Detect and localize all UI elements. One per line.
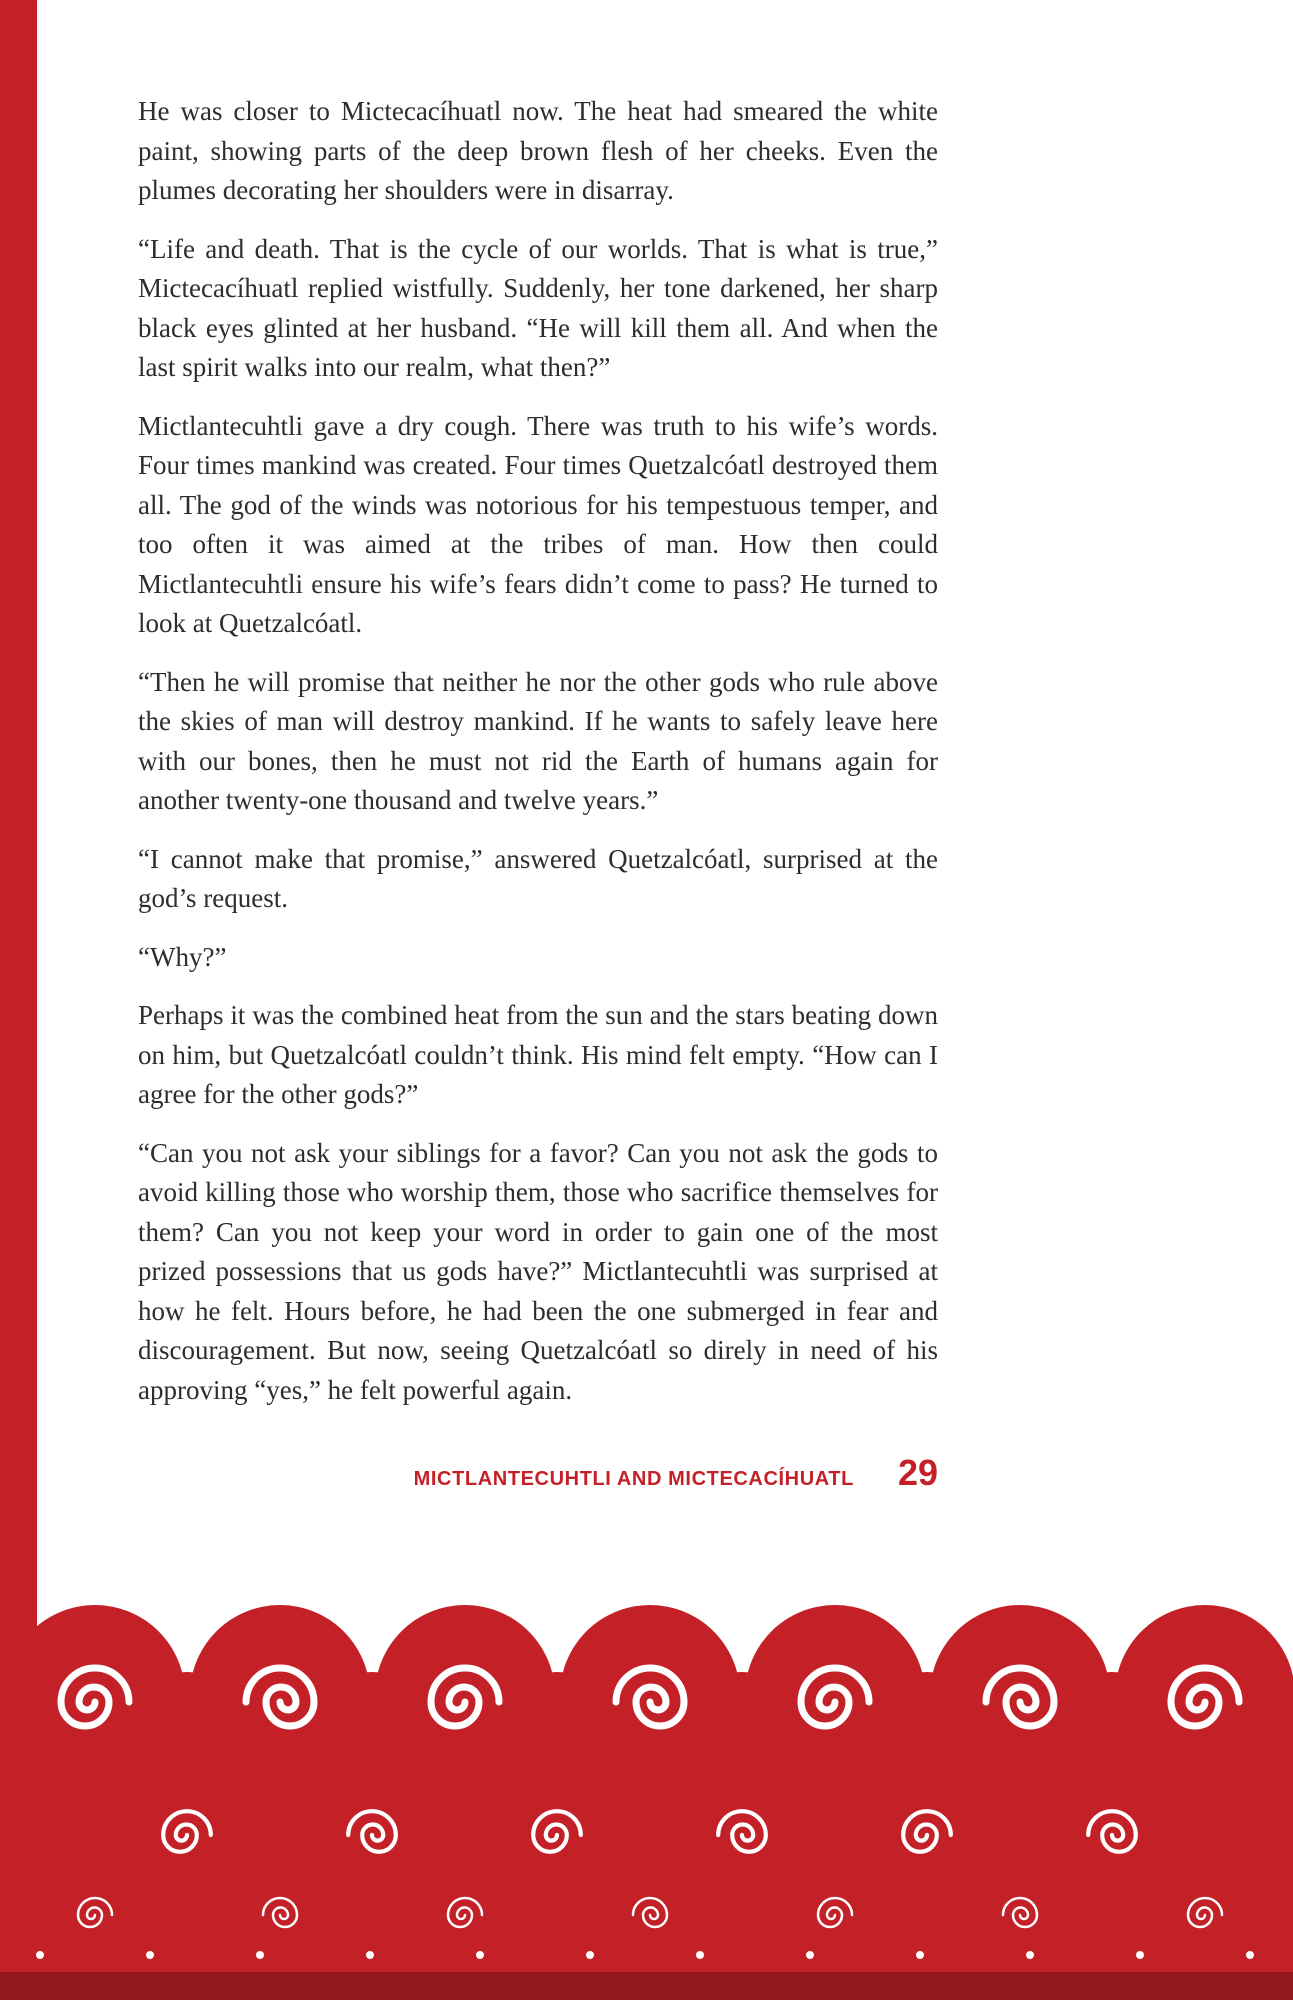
running-footer-title: MICTLANTECUHTLI AND MICTECACÍHUATL xyxy=(413,1468,854,1490)
body-text-block xyxy=(138,92,938,1429)
body-paragraph: “Can you not ask your siblings for a favor? Can you not ask the gods to avoid killing those who worship them, those who sacrifice themselves for them? Can you not keep your word in order to gain one of the most prized possessions that us gods have?” Mictlantecuhtli was surprised at how he felt. Hours before, he had been the one submerged in fear and discouragement. But now, seeing Quetzalcóatl so direly in need of his approving “yes,” he felt powerful again. xyxy=(138,1137,938,1405)
body-paragraph: Perhaps it was the combined heat from the sun and the stars beating down on him, but Quetzalcóatl couldn’t think. His mind felt empty. “How can I agree for the other gods?” xyxy=(138,1000,938,1109)
body-paragraph: He was closer to Mictecacíhuatl now. The heat had smeared the white paint, showing parts of the deep brown flesh of her cheeks. Even the plumes decorating her shoulders were in disarray. xyxy=(138,96,938,205)
page-footer xyxy=(138,1452,938,1494)
ornamental-border-graphic xyxy=(0,1530,1293,2000)
ornament-band-shape xyxy=(0,1605,1293,2000)
page-number: 29 xyxy=(897,1452,938,1493)
body-paragraph: “Why?” xyxy=(138,941,227,972)
body-paragraph: Mictlantecuhtli gave a dry cough. There was truth to his wife’s words. Four times mankind was created. Four times Quetzalcóatl destroyed them all. The god of the winds was notorious for his tempestuous temper, and too often it was aimed at the tribes of man. How then could Mictlantecuhtli ensure his wife’s fears didn’t come to pass? He turned to look at Quetzalcóatl. xyxy=(138,410,938,638)
body-paragraph: “I cannot make that promise,” answered Quetzalcóatl, surprised at the god’s request. xyxy=(138,843,938,913)
body-paragraph: “Then he will promise that neither he nor the other gods who rule above the skies of man will destroy mankind. If he wants to safely leave here with our bones, then he must not rid the Earth of humans again for another twenty-one thousand and twelve years.” xyxy=(138,666,938,815)
ornament-base-strip xyxy=(0,1972,1293,2000)
body-paragraph: “Life and death. That is the cycle of our worlds. That is what is true,” Mictecacíhuatl replied wistfully. Suddenly, her tone darkened, her sharp black eyes glinted at her husband. “He will kill them all. And when the last spirit walks into our realm, what then?” xyxy=(138,233,938,382)
